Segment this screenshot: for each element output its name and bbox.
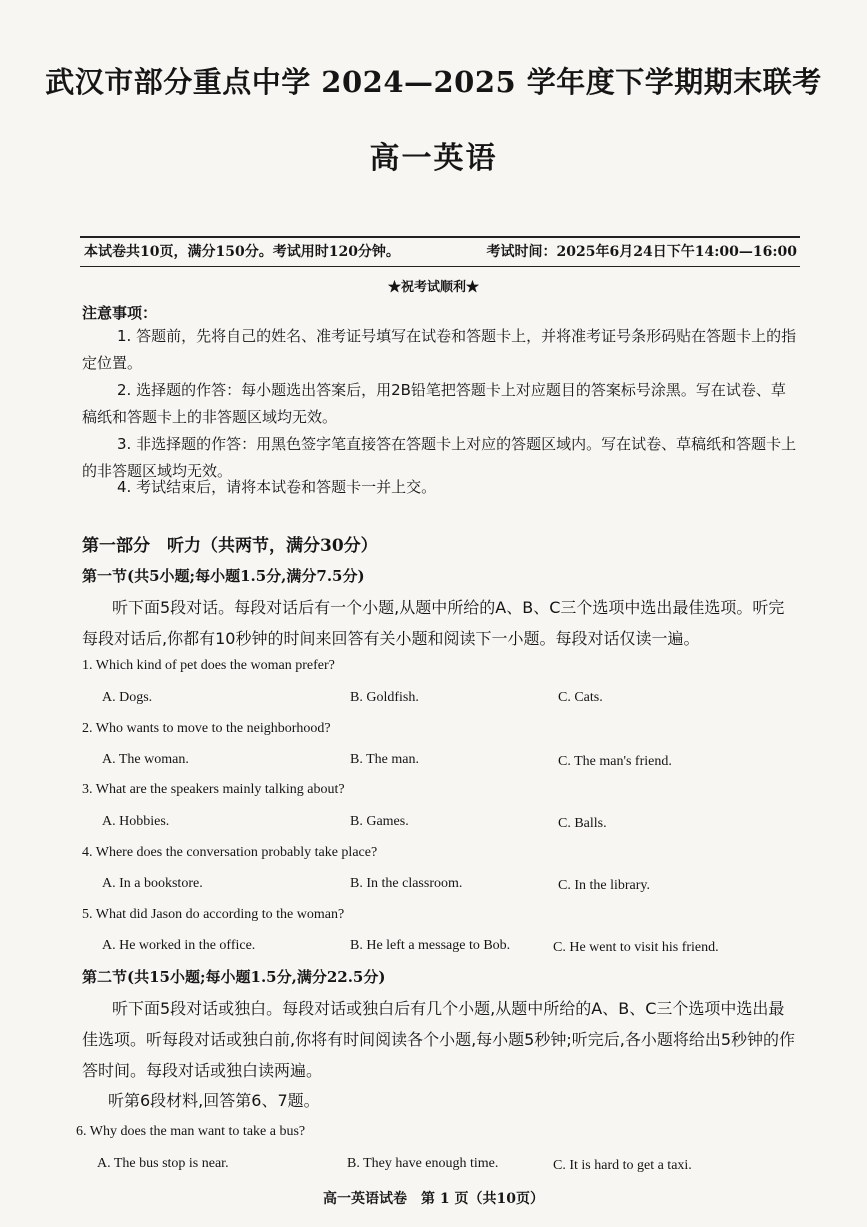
question-1-option-c[interactable]: C. Cats. <box>558 690 603 705</box>
notice-item-3: 3. 非选择题的作答：用黑色签字笔直接答在答题卡上对应的答题区域内。写在试卷、草稿纸和答题卡上的非答题区域均无效。 <box>82 435 797 480</box>
divider-top <box>80 236 800 238</box>
question-2-option-c[interactable]: C. The man's friend. <box>558 754 672 769</box>
question-4-option-a[interactable]: A. In a bookstore. <box>102 876 203 891</box>
question-2-option-b[interactable]: B. The man. <box>350 752 419 767</box>
part1-heading: 第一部分 听力（共两节，满分30分） <box>82 536 378 556</box>
question-5-stem: 5. What did Jason do according to the woman? <box>82 907 345 922</box>
exam-title: 武汉市部分重点中学 2024—2025 学年度下学期期末联考 <box>45 65 822 99</box>
question-2-option-a[interactable]: A. The woman. <box>102 752 189 767</box>
question-5-option-c[interactable]: C. He went to visit his friend. <box>553 940 719 955</box>
question-4-option-b[interactable]: B. In the classroom. <box>350 876 463 891</box>
section1-heading: 第一节(共5小题;每小题1.5分,满分7.5分) <box>82 567 365 585</box>
question-3-stem: 3. What are the speakers mainly talking about? <box>82 782 345 797</box>
question-3-option-b[interactable]: B. Games. <box>350 814 409 829</box>
question-2-stem: 2. Who wants to move to the neighborhood? <box>82 721 331 736</box>
question-4-stem: 4. Where does the conversation probably take place? <box>82 845 378 860</box>
subject-title: 高一英语 <box>369 141 498 176</box>
notice-item-2: 2. 选择题的作答：每小题选出答案后，用2B铅笔把答题卡上对应题目的答案标号涂黑。写在试卷、草稿纸和答题卡上的非答题区域均无效。 <box>82 381 786 426</box>
question-3-option-c[interactable]: C. Balls. <box>558 816 607 831</box>
question-1-option-a[interactable]: A. Dogs. <box>102 690 153 705</box>
blessing-line: ★祝考试顺利★ <box>387 280 479 295</box>
material-6-note: 听第6段材料,回答第6、7题。 <box>108 1091 320 1110</box>
question-6-option-b[interactable]: B. They have enough time. <box>347 1156 499 1171</box>
section2-heading: 第二节(共15小题;每小题1.5分,满分22.5分) <box>82 968 386 986</box>
question-6-option-c[interactable]: C. It is hard to get a taxi. <box>553 1158 692 1173</box>
question-1-stem: 1. Which kind of pet does the woman prefer? <box>82 658 335 673</box>
section1-instructions: 听下面5段对话。每段对话后有一个小题,从题中所给的A、B、C三个选项中选出最佳选项。听完每段对话后,你都有10秒钟的时间来回答有关小题和阅读下一小题。每段对话仅读一遍。 <box>82 598 785 648</box>
question-6-stem: 6. Why does the man want to take a bus? <box>76 1124 306 1139</box>
question-4-option-c[interactable]: C. In the library. <box>558 878 651 893</box>
question-1-option-b[interactable]: B. Goldfish. <box>350 690 419 705</box>
question-5-option-a[interactable]: A. He worked in the office. <box>102 938 256 953</box>
exam-length-info: 本试卷共10页，满分150分。考试用时120分钟。 <box>84 244 400 260</box>
divider-bottom <box>80 266 800 267</box>
question-3-option-a[interactable]: A. Hobbies. <box>102 814 170 829</box>
notice-item-1: 1. 答题前，先将自己的姓名、准考证号填写在试卷和答题卡上，并将准考证号条形码贴在答题卡上的指定位置。 <box>82 327 797 372</box>
question-6-option-a[interactable]: A. The bus stop is near. <box>97 1156 229 1171</box>
notice-item-4: 4. 考试结束后，请将本试卷和答题卡一并上交。 <box>117 478 437 496</box>
exam-time-info: 考试时间：2025年6月24日下午14:00—16:00 <box>486 244 797 260</box>
section2-instructions: 听下面5段对话或独白。每段对话或独白后有几个小题,从题中所给的A、B、C三个选项中选出最佳选项。听每段对话或独白前,你将有时间阅读各个小题,每小题5秒钟;听完后,各小题将给出5秒钟的作答时间。每段对话或独白读两遍。 <box>82 999 796 1080</box>
question-5-option-b[interactable]: B. He left a message to Bob. <box>350 938 511 953</box>
notice-heading: 注意事项： <box>82 304 158 322</box>
page-footer: 高一英语试卷 第 1 页（共10页） <box>323 1191 544 1207</box>
